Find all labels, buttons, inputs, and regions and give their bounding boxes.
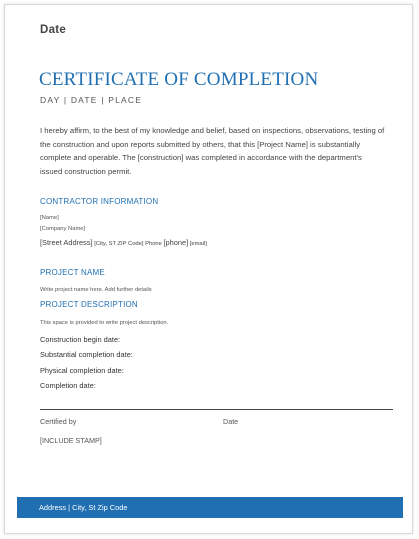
project-description-heading: PROJECT DESCRIPTION (40, 300, 138, 309)
project-name-hint[interactable]: Write project name here. Add further details (40, 287, 152, 293)
city-zip-field[interactable]: [City, ST ZIP Code] (92, 241, 144, 247)
email-field[interactable]: [email] (188, 241, 207, 247)
phone-label: Phone (143, 241, 164, 247)
phone-field[interactable]: [phone] (163, 238, 189, 247)
affirmation-paragraph[interactable]: I hereby affirm, to the best of my knowledge and belief, based on inspections, observations, testing of the construction and upon reports submitted by others, that this [Project Name] is substantially complete and operable. The [construction] was completed in accordance with the department's issued construction permit. (40, 126, 385, 176)
project-description-hint[interactable]: This space is provided to write project description. (40, 320, 169, 326)
completion-date-field[interactable]: Completion date: (40, 381, 96, 390)
day-date-place-line[interactable]: DAY | DATE | PLACE (40, 95, 143, 105)
include-stamp-placeholder[interactable]: [INCLUDE STAMP] (40, 436, 102, 445)
certified-by-label[interactable]: Certified by (40, 417, 77, 426)
substantial-completion-date-field[interactable]: Substantial completion date: (40, 350, 133, 359)
signature-line (40, 409, 393, 410)
project-name-heading: PROJECT NAME (40, 268, 105, 277)
construction-begin-date-field[interactable]: Construction begin date: (40, 335, 121, 344)
footer-address[interactable]: Address | City, St Zip Code (39, 503, 128, 512)
contractor-name-field[interactable]: [Name] (40, 215, 59, 221)
footer-bar (17, 497, 403, 518)
street-address-field[interactable]: [Street Address] (40, 238, 93, 247)
certificate-page (4, 4, 413, 534)
contractor-information-heading: CONTRACTOR INFORMATION (40, 197, 159, 206)
contractor-address-line[interactable] (40, 238, 207, 247)
contractor-company-field[interactable]: [Company Name] (40, 226, 86, 232)
signature-date-label[interactable]: Date (223, 417, 239, 426)
date-heading[interactable]: Date (40, 24, 67, 36)
certificate-title[interactable]: CERTIFICATE OF COMPLETION (39, 69, 319, 90)
physical-completion-date-field[interactable]: Physical completion date: (40, 366, 124, 375)
